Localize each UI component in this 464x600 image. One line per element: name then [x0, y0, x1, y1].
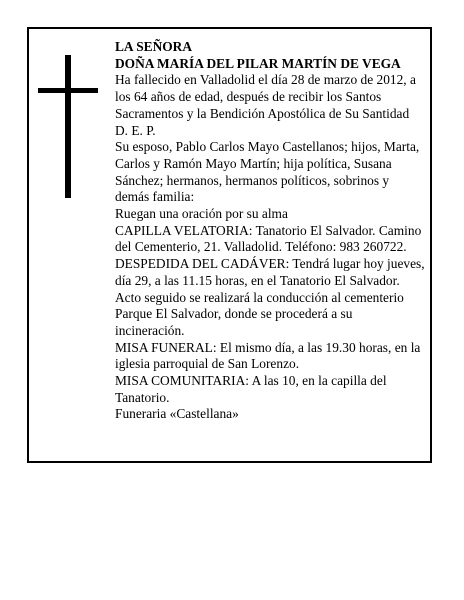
cross-vertical-bar	[65, 55, 71, 198]
cross-horizontal-bar	[38, 88, 98, 93]
funeral-home-paragraph: Funeraria «Castellana»	[115, 406, 239, 422]
community-mass-paragraph: MISA COMUNITARIA: A las 10, en la capilla del Tanatorio.	[115, 373, 387, 405]
obituary-text	[115, 39, 425, 423]
wake-chapel-paragraph: CAPILLA VELATORIA: Tanatorio El Salvador. Camino del Cementerio, 21. Valladolid. Teléfono: 983 260722.	[115, 222, 422, 255]
deceased-name-heading: DOÑA MARÍA DEL PILAR MARTÍN DE VEGA	[115, 55, 401, 71]
family-paragraph: Su esposo, Pablo Carlos Mayo Castellanos; hijos, Marta, Carlos y Ramón Mayo Martín; hija política, Susana Sánchez; hermanos, hermanos políticos, sobrinos y demás familia:	[115, 139, 420, 205]
funeral-mass-paragraph: MISA FUNERAL: El mismo día, a las 19.30 horas, en la iglesia parroquial de San Lorenzo.	[115, 339, 421, 372]
farewell-paragraph: DESPEDIDA DEL CADÁVER: Tendrá lugar hoy jueves, día 29, a las 11.15 horas, en el Tanatorio El Salvador. Acto seguido se realizará la conducción al cementerio Parque El Salvador, donde se procederá a su incineración.	[115, 256, 425, 338]
prayer-request-paragraph: Ruegan una oración por su alma	[115, 206, 288, 222]
honorific-heading: LA SEÑORA	[115, 39, 193, 54]
death-announcement-paragraph: Ha fallecido en Valladolid el día 28 de marzo de 2012, a los 64 años de edad, después de recibir los Santos Sacramentos y la Bendición Apostólica de Su Santidad D. E. P.	[115, 72, 416, 138]
cross-icon	[38, 55, 98, 198]
